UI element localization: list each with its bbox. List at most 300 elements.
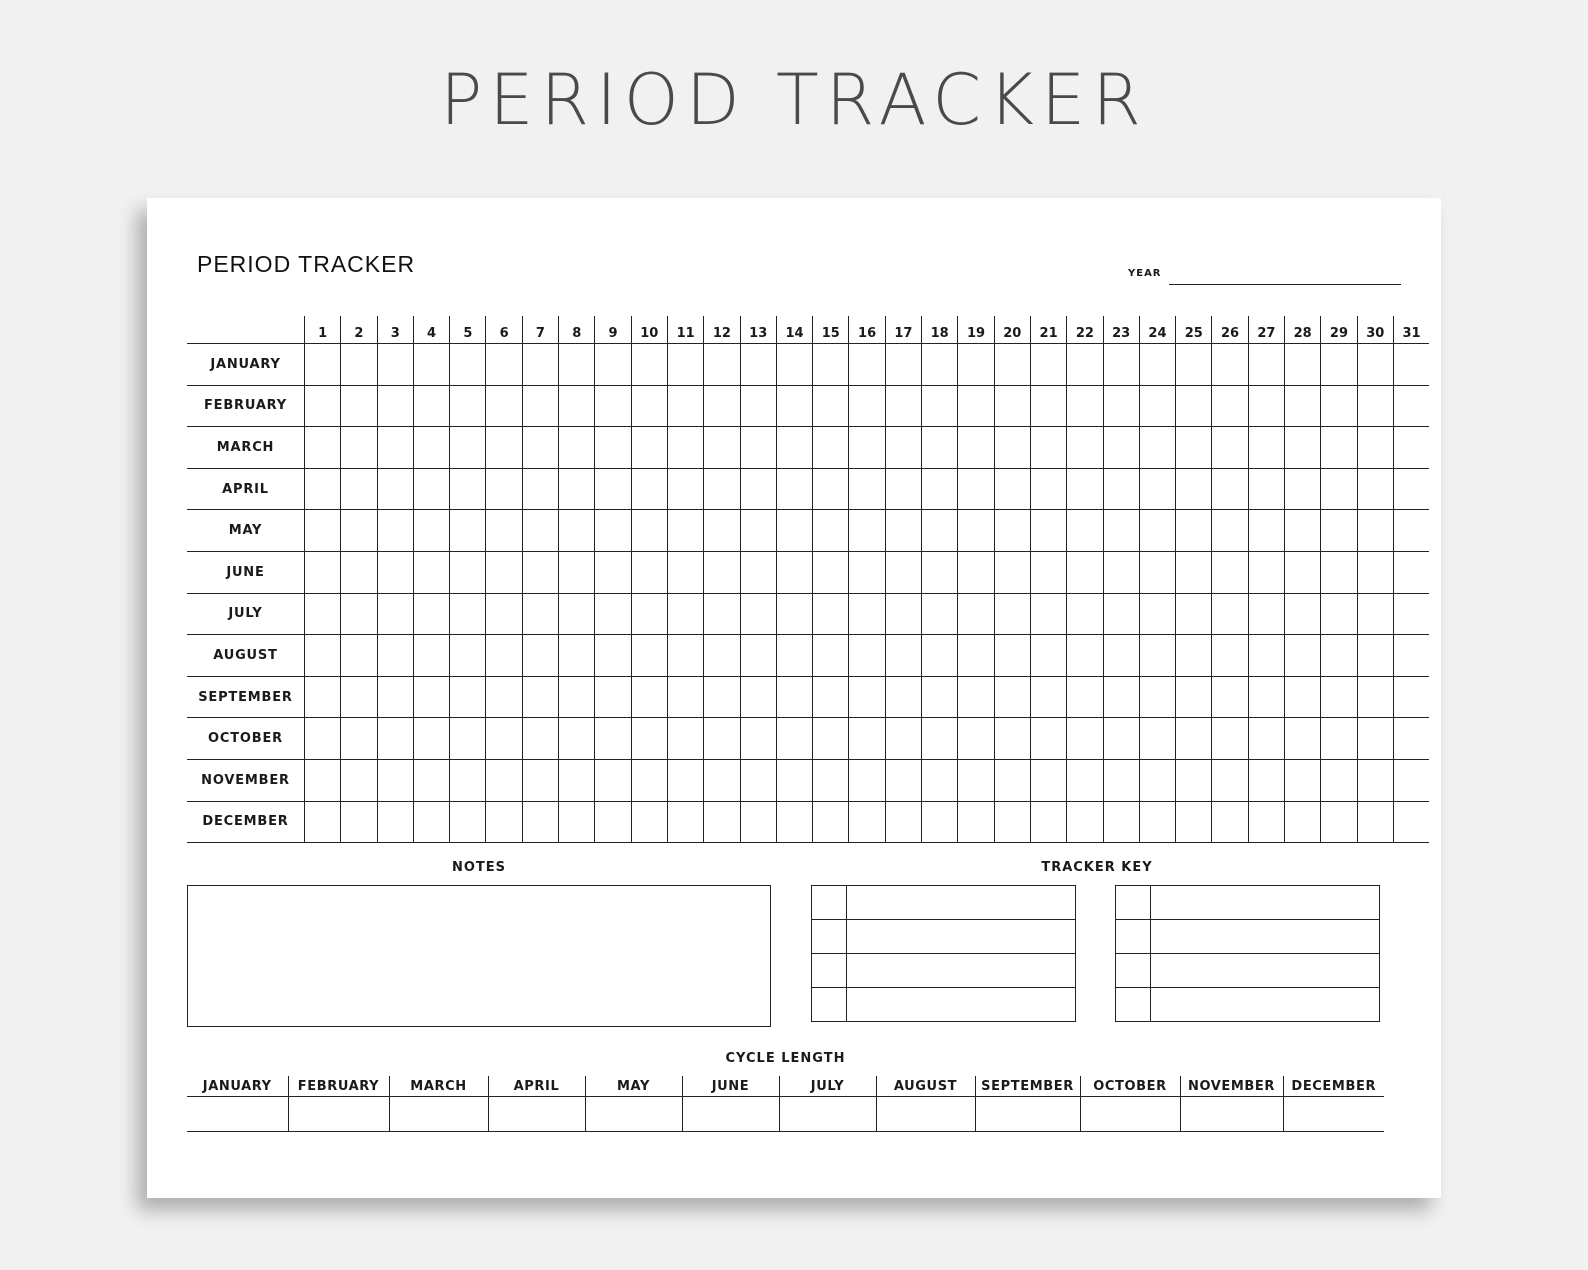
day-cell[interactable] bbox=[559, 344, 595, 386]
day-cell[interactable] bbox=[885, 385, 921, 427]
day-cell[interactable] bbox=[1176, 344, 1212, 386]
day-cell[interactable] bbox=[776, 344, 812, 386]
day-cell[interactable] bbox=[1139, 344, 1175, 386]
day-cell[interactable] bbox=[1248, 676, 1284, 718]
day-cell[interactable] bbox=[776, 718, 812, 760]
day-cell[interactable] bbox=[1285, 801, 1321, 843]
cycle-length-cell[interactable] bbox=[1080, 1097, 1180, 1132]
day-cell[interactable] bbox=[1248, 593, 1284, 635]
day-cell[interactable] bbox=[849, 635, 885, 677]
day-cell[interactable] bbox=[595, 593, 631, 635]
tracker-key-swatch[interactable] bbox=[1116, 954, 1151, 988]
day-cell[interactable] bbox=[377, 344, 413, 386]
day-cell[interactable] bbox=[922, 344, 958, 386]
day-cell[interactable] bbox=[776, 759, 812, 801]
year-field[interactable] bbox=[1169, 284, 1401, 285]
day-cell[interactable] bbox=[922, 718, 958, 760]
day-cell[interactable] bbox=[486, 510, 522, 552]
day-cell[interactable] bbox=[450, 635, 486, 677]
day-cell[interactable] bbox=[595, 385, 631, 427]
day-cell[interactable] bbox=[667, 718, 703, 760]
day-cell[interactable] bbox=[341, 427, 377, 469]
day-cell[interactable] bbox=[341, 468, 377, 510]
day-cell[interactable] bbox=[522, 635, 558, 677]
day-cell[interactable] bbox=[1176, 593, 1212, 635]
day-cell[interactable] bbox=[885, 427, 921, 469]
day-cell[interactable] bbox=[341, 344, 377, 386]
day-cell[interactable] bbox=[994, 718, 1030, 760]
cycle-length-cell[interactable] bbox=[1283, 1097, 1384, 1132]
day-cell[interactable] bbox=[958, 427, 994, 469]
day-cell[interactable] bbox=[667, 635, 703, 677]
day-cell[interactable] bbox=[1285, 344, 1321, 386]
day-cell[interactable] bbox=[450, 676, 486, 718]
day-cell[interactable] bbox=[631, 801, 667, 843]
day-cell[interactable] bbox=[1139, 385, 1175, 427]
day-cell[interactable] bbox=[1103, 718, 1139, 760]
day-cell[interactable] bbox=[958, 718, 994, 760]
day-cell[interactable] bbox=[559, 427, 595, 469]
day-cell[interactable] bbox=[958, 593, 994, 635]
tracker-key-swatch[interactable] bbox=[1116, 920, 1151, 954]
day-cell[interactable] bbox=[1248, 759, 1284, 801]
day-cell[interactable] bbox=[1103, 427, 1139, 469]
day-cell[interactable] bbox=[1139, 759, 1175, 801]
day-cell[interactable] bbox=[667, 468, 703, 510]
day-cell[interactable] bbox=[849, 718, 885, 760]
day-cell[interactable] bbox=[704, 676, 740, 718]
day-cell[interactable] bbox=[1321, 344, 1357, 386]
day-cell[interactable] bbox=[776, 593, 812, 635]
day-cell[interactable] bbox=[413, 385, 449, 427]
day-cell[interactable] bbox=[377, 468, 413, 510]
day-cell[interactable] bbox=[413, 718, 449, 760]
day-cell[interactable] bbox=[1139, 635, 1175, 677]
day-cell[interactable] bbox=[1248, 510, 1284, 552]
day-cell[interactable] bbox=[486, 468, 522, 510]
day-cell[interactable] bbox=[1067, 593, 1103, 635]
day-cell[interactable] bbox=[849, 385, 885, 427]
day-cell[interactable] bbox=[1393, 718, 1429, 760]
day-cell[interactable] bbox=[1212, 801, 1248, 843]
day-cell[interactable] bbox=[305, 551, 341, 593]
day-cell[interactable] bbox=[305, 718, 341, 760]
day-cell[interactable] bbox=[413, 635, 449, 677]
day-cell[interactable] bbox=[1176, 427, 1212, 469]
day-cell[interactable] bbox=[305, 801, 341, 843]
day-cell[interactable] bbox=[958, 676, 994, 718]
day-cell[interactable] bbox=[704, 759, 740, 801]
cycle-length-cell[interactable] bbox=[975, 1097, 1080, 1132]
day-cell[interactable] bbox=[631, 385, 667, 427]
day-cell[interactable] bbox=[922, 468, 958, 510]
day-cell[interactable] bbox=[1139, 510, 1175, 552]
day-cell[interactable] bbox=[1176, 718, 1212, 760]
day-cell[interactable] bbox=[305, 759, 341, 801]
day-cell[interactable] bbox=[1103, 344, 1139, 386]
day-cell[interactable] bbox=[885, 801, 921, 843]
day-cell[interactable] bbox=[849, 801, 885, 843]
day-cell[interactable] bbox=[413, 801, 449, 843]
day-cell[interactable] bbox=[813, 676, 849, 718]
day-cell[interactable] bbox=[305, 468, 341, 510]
day-cell[interactable] bbox=[631, 468, 667, 510]
day-cell[interactable] bbox=[1393, 344, 1429, 386]
day-cell[interactable] bbox=[522, 385, 558, 427]
day-cell[interactable] bbox=[922, 759, 958, 801]
day-cell[interactable] bbox=[849, 427, 885, 469]
day-cell[interactable] bbox=[776, 510, 812, 552]
day-cell[interactable] bbox=[1212, 593, 1248, 635]
day-cell[interactable] bbox=[486, 801, 522, 843]
day-cell[interactable] bbox=[994, 676, 1030, 718]
day-cell[interactable] bbox=[1393, 468, 1429, 510]
day-cell[interactable] bbox=[740, 593, 776, 635]
day-cell[interactable] bbox=[1212, 551, 1248, 593]
day-cell[interactable] bbox=[377, 676, 413, 718]
day-cell[interactable] bbox=[740, 676, 776, 718]
day-cell[interactable] bbox=[704, 510, 740, 552]
day-cell[interactable] bbox=[486, 676, 522, 718]
day-cell[interactable] bbox=[776, 427, 812, 469]
day-cell[interactable] bbox=[813, 593, 849, 635]
day-cell[interactable] bbox=[922, 635, 958, 677]
day-cell[interactable] bbox=[849, 593, 885, 635]
day-cell[interactable] bbox=[450, 718, 486, 760]
day-cell[interactable] bbox=[413, 344, 449, 386]
day-cell[interactable] bbox=[1212, 718, 1248, 760]
day-cell[interactable] bbox=[1067, 468, 1103, 510]
day-cell[interactable] bbox=[450, 344, 486, 386]
day-cell[interactable] bbox=[1030, 510, 1066, 552]
day-cell[interactable] bbox=[922, 385, 958, 427]
day-cell[interactable] bbox=[704, 385, 740, 427]
day-cell[interactable] bbox=[1357, 427, 1393, 469]
day-cell[interactable] bbox=[595, 801, 631, 843]
day-cell[interactable] bbox=[1285, 427, 1321, 469]
day-cell[interactable] bbox=[1393, 427, 1429, 469]
day-cell[interactable] bbox=[667, 427, 703, 469]
day-cell[interactable] bbox=[1248, 551, 1284, 593]
day-cell[interactable] bbox=[1030, 427, 1066, 469]
day-cell[interactable] bbox=[1321, 801, 1357, 843]
day-cell[interactable] bbox=[559, 468, 595, 510]
day-cell[interactable] bbox=[1357, 468, 1393, 510]
cycle-length-cell[interactable] bbox=[389, 1097, 488, 1132]
day-cell[interactable] bbox=[559, 718, 595, 760]
day-cell[interactable] bbox=[305, 385, 341, 427]
day-cell[interactable] bbox=[559, 759, 595, 801]
day-cell[interactable] bbox=[885, 635, 921, 677]
day-cell[interactable] bbox=[522, 427, 558, 469]
day-cell[interactable] bbox=[958, 385, 994, 427]
day-cell[interactable] bbox=[1067, 510, 1103, 552]
day-cell[interactable] bbox=[885, 510, 921, 552]
day-cell[interactable] bbox=[994, 635, 1030, 677]
day-cell[interactable] bbox=[450, 551, 486, 593]
day-cell[interactable] bbox=[849, 551, 885, 593]
day-cell[interactable] bbox=[305, 427, 341, 469]
day-cell[interactable] bbox=[486, 718, 522, 760]
day-cell[interactable] bbox=[1030, 344, 1066, 386]
day-cell[interactable] bbox=[1139, 427, 1175, 469]
day-cell[interactable] bbox=[1067, 427, 1103, 469]
day-cell[interactable] bbox=[776, 635, 812, 677]
day-cell[interactable] bbox=[559, 510, 595, 552]
day-cell[interactable] bbox=[559, 676, 595, 718]
day-cell[interactable] bbox=[1103, 551, 1139, 593]
day-cell[interactable] bbox=[450, 510, 486, 552]
day-cell[interactable] bbox=[958, 551, 994, 593]
day-cell[interactable] bbox=[1030, 801, 1066, 843]
day-cell[interactable] bbox=[486, 551, 522, 593]
day-cell[interactable] bbox=[1357, 510, 1393, 552]
day-cell[interactable] bbox=[885, 676, 921, 718]
day-cell[interactable] bbox=[740, 801, 776, 843]
day-cell[interactable] bbox=[450, 759, 486, 801]
day-cell[interactable] bbox=[1212, 468, 1248, 510]
day-cell[interactable] bbox=[667, 801, 703, 843]
day-cell[interactable] bbox=[595, 718, 631, 760]
day-cell[interactable] bbox=[776, 551, 812, 593]
day-cell[interactable] bbox=[631, 551, 667, 593]
cycle-length-cell[interactable] bbox=[1180, 1097, 1283, 1132]
day-cell[interactable] bbox=[486, 385, 522, 427]
day-cell[interactable] bbox=[1139, 593, 1175, 635]
day-cell[interactable] bbox=[595, 551, 631, 593]
day-cell[interactable] bbox=[1139, 676, 1175, 718]
day-cell[interactable] bbox=[413, 468, 449, 510]
cycle-length-cell[interactable] bbox=[876, 1097, 975, 1132]
day-cell[interactable] bbox=[1103, 510, 1139, 552]
day-cell[interactable] bbox=[1285, 718, 1321, 760]
day-cell[interactable] bbox=[522, 593, 558, 635]
day-cell[interactable] bbox=[994, 385, 1030, 427]
day-cell[interactable] bbox=[667, 759, 703, 801]
day-cell[interactable] bbox=[994, 759, 1030, 801]
day-cell[interactable] bbox=[813, 551, 849, 593]
day-cell[interactable] bbox=[667, 593, 703, 635]
cycle-length-cell[interactable] bbox=[187, 1097, 288, 1132]
day-cell[interactable] bbox=[740, 344, 776, 386]
day-cell[interactable] bbox=[595, 510, 631, 552]
day-cell[interactable] bbox=[849, 510, 885, 552]
day-cell[interactable] bbox=[958, 759, 994, 801]
day-cell[interactable] bbox=[486, 344, 522, 386]
day-cell[interactable] bbox=[740, 551, 776, 593]
day-cell[interactable] bbox=[1030, 635, 1066, 677]
day-cell[interactable] bbox=[1357, 676, 1393, 718]
day-cell[interactable] bbox=[522, 801, 558, 843]
day-cell[interactable] bbox=[1067, 385, 1103, 427]
day-cell[interactable] bbox=[740, 759, 776, 801]
day-cell[interactable] bbox=[1248, 468, 1284, 510]
day-cell[interactable] bbox=[704, 635, 740, 677]
tracker-key-swatch[interactable] bbox=[1116, 886, 1151, 920]
day-cell[interactable] bbox=[885, 759, 921, 801]
day-cell[interactable] bbox=[1321, 635, 1357, 677]
day-cell[interactable] bbox=[1030, 468, 1066, 510]
day-cell[interactable] bbox=[1393, 801, 1429, 843]
day-cell[interactable] bbox=[776, 676, 812, 718]
day-cell[interactable] bbox=[704, 593, 740, 635]
day-cell[interactable] bbox=[1176, 551, 1212, 593]
tracker-key-description[interactable] bbox=[847, 954, 1076, 988]
day-cell[interactable] bbox=[922, 676, 958, 718]
day-cell[interactable] bbox=[305, 635, 341, 677]
tracker-key-description[interactable] bbox=[1151, 954, 1380, 988]
tracker-key-description[interactable] bbox=[1151, 920, 1380, 954]
day-cell[interactable] bbox=[1103, 759, 1139, 801]
tracker-key-description[interactable] bbox=[847, 988, 1076, 1022]
day-cell[interactable] bbox=[740, 635, 776, 677]
day-cell[interactable] bbox=[595, 427, 631, 469]
day-cell[interactable] bbox=[1030, 676, 1066, 718]
day-cell[interactable] bbox=[849, 676, 885, 718]
day-cell[interactable] bbox=[1067, 635, 1103, 677]
tracker-key-description[interactable] bbox=[847, 886, 1076, 920]
day-cell[interactable] bbox=[1139, 801, 1175, 843]
day-cell[interactable] bbox=[1103, 676, 1139, 718]
day-cell[interactable] bbox=[958, 510, 994, 552]
day-cell[interactable] bbox=[776, 801, 812, 843]
day-cell[interactable] bbox=[1248, 344, 1284, 386]
day-cell[interactable] bbox=[1248, 801, 1284, 843]
day-cell[interactable] bbox=[1176, 385, 1212, 427]
day-cell[interactable] bbox=[1285, 510, 1321, 552]
day-cell[interactable] bbox=[522, 468, 558, 510]
day-cell[interactable] bbox=[413, 676, 449, 718]
day-cell[interactable] bbox=[1067, 676, 1103, 718]
day-cell[interactable] bbox=[1321, 551, 1357, 593]
day-cell[interactable] bbox=[559, 551, 595, 593]
day-cell[interactable] bbox=[1067, 551, 1103, 593]
day-cell[interactable] bbox=[1248, 427, 1284, 469]
day-cell[interactable] bbox=[1285, 468, 1321, 510]
day-cell[interactable] bbox=[1212, 385, 1248, 427]
day-cell[interactable] bbox=[450, 468, 486, 510]
day-cell[interactable] bbox=[1321, 427, 1357, 469]
day-cell[interactable] bbox=[522, 759, 558, 801]
day-cell[interactable] bbox=[958, 468, 994, 510]
cycle-length-cell[interactable] bbox=[488, 1097, 585, 1132]
day-cell[interactable] bbox=[631, 593, 667, 635]
day-cell[interactable] bbox=[1357, 385, 1393, 427]
day-cell[interactable] bbox=[1321, 510, 1357, 552]
day-cell[interactable] bbox=[1393, 759, 1429, 801]
day-cell[interactable] bbox=[994, 344, 1030, 386]
day-cell[interactable] bbox=[1067, 801, 1103, 843]
cycle-length-cell[interactable] bbox=[585, 1097, 682, 1132]
day-cell[interactable] bbox=[1212, 427, 1248, 469]
tracker-key-swatch[interactable] bbox=[1116, 988, 1151, 1022]
day-cell[interactable] bbox=[631, 510, 667, 552]
day-cell[interactable] bbox=[1103, 385, 1139, 427]
day-cell[interactable] bbox=[486, 759, 522, 801]
day-cell[interactable] bbox=[631, 759, 667, 801]
day-cell[interactable] bbox=[1285, 385, 1321, 427]
day-cell[interactable] bbox=[704, 801, 740, 843]
day-cell[interactable] bbox=[1248, 718, 1284, 760]
day-cell[interactable] bbox=[1103, 801, 1139, 843]
day-cell[interactable] bbox=[1393, 593, 1429, 635]
day-cell[interactable] bbox=[559, 635, 595, 677]
day-cell[interactable] bbox=[1321, 759, 1357, 801]
day-cell[interactable] bbox=[776, 468, 812, 510]
tracker-key-description[interactable] bbox=[1151, 988, 1380, 1022]
day-cell[interactable] bbox=[305, 676, 341, 718]
day-cell[interactable] bbox=[1212, 344, 1248, 386]
day-cell[interactable] bbox=[922, 551, 958, 593]
day-cell[interactable] bbox=[341, 676, 377, 718]
day-cell[interactable] bbox=[377, 427, 413, 469]
day-cell[interactable] bbox=[341, 593, 377, 635]
day-cell[interactable] bbox=[413, 427, 449, 469]
day-cell[interactable] bbox=[413, 551, 449, 593]
tracker-key-swatch[interactable] bbox=[812, 954, 847, 988]
day-cell[interactable] bbox=[813, 635, 849, 677]
day-cell[interactable] bbox=[994, 551, 1030, 593]
day-cell[interactable] bbox=[522, 551, 558, 593]
day-cell[interactable] bbox=[958, 801, 994, 843]
day-cell[interactable] bbox=[559, 385, 595, 427]
day-cell[interactable] bbox=[631, 718, 667, 760]
day-cell[interactable] bbox=[885, 468, 921, 510]
day-cell[interactable] bbox=[1176, 635, 1212, 677]
day-cell[interactable] bbox=[1067, 718, 1103, 760]
day-cell[interactable] bbox=[704, 551, 740, 593]
day-cell[interactable] bbox=[1357, 635, 1393, 677]
day-cell[interactable] bbox=[1285, 551, 1321, 593]
day-cell[interactable] bbox=[450, 385, 486, 427]
day-cell[interactable] bbox=[740, 718, 776, 760]
day-cell[interactable] bbox=[341, 635, 377, 677]
day-cell[interactable] bbox=[1285, 759, 1321, 801]
day-cell[interactable] bbox=[1030, 385, 1066, 427]
day-cell[interactable] bbox=[341, 801, 377, 843]
day-cell[interactable] bbox=[522, 510, 558, 552]
day-cell[interactable] bbox=[1212, 759, 1248, 801]
day-cell[interactable] bbox=[885, 718, 921, 760]
day-cell[interactable] bbox=[1393, 635, 1429, 677]
day-cell[interactable] bbox=[1030, 759, 1066, 801]
day-cell[interactable] bbox=[1357, 801, 1393, 843]
day-cell[interactable] bbox=[1103, 468, 1139, 510]
day-cell[interactable] bbox=[813, 468, 849, 510]
day-cell[interactable] bbox=[1357, 344, 1393, 386]
day-cell[interactable] bbox=[595, 759, 631, 801]
tracker-key-swatch[interactable] bbox=[812, 920, 847, 954]
day-cell[interactable] bbox=[631, 344, 667, 386]
day-cell[interactable] bbox=[377, 551, 413, 593]
tracker-key-description[interactable] bbox=[1151, 886, 1380, 920]
day-cell[interactable] bbox=[667, 551, 703, 593]
day-cell[interactable] bbox=[1067, 759, 1103, 801]
day-cell[interactable] bbox=[667, 510, 703, 552]
day-cell[interactable] bbox=[1212, 510, 1248, 552]
day-cell[interactable] bbox=[341, 551, 377, 593]
day-cell[interactable] bbox=[922, 801, 958, 843]
day-cell[interactable] bbox=[922, 510, 958, 552]
day-cell[interactable] bbox=[450, 427, 486, 469]
day-cell[interactable] bbox=[1321, 468, 1357, 510]
day-cell[interactable] bbox=[595, 468, 631, 510]
day-cell[interactable] bbox=[413, 510, 449, 552]
day-cell[interactable] bbox=[1393, 676, 1429, 718]
day-cell[interactable] bbox=[1103, 593, 1139, 635]
day-cell[interactable] bbox=[1176, 759, 1212, 801]
day-cell[interactable] bbox=[994, 510, 1030, 552]
